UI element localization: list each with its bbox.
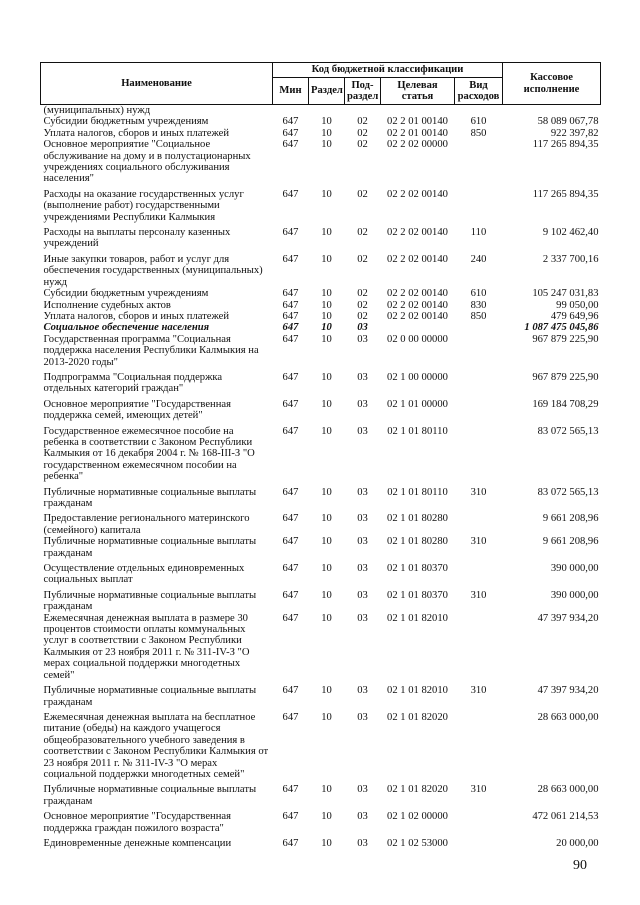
row-razdel: 10 <box>321 371 332 383</box>
row-podrazdel: 03 <box>357 612 368 624</box>
row-celevaya-statya: 02 2 01 00140 <box>387 127 448 139</box>
row-celevaya-statya: 02 2 02 00140 <box>387 310 448 322</box>
row-vid-rashodov <box>455 834 503 849</box>
row-razdel: 10 <box>321 486 332 498</box>
table-row <box>41 483 601 510</box>
row-sum: 390 000,00 <box>550 563 599 575</box>
row-name: Единовременные денежные компенсации <box>43 837 232 849</box>
row-ministry: 647 <box>282 288 299 300</box>
row-vid-rashodov <box>455 139 503 185</box>
row-ministry: 647 <box>282 811 299 823</box>
budget-table <box>40 62 601 849</box>
row-ministry: 647 <box>282 398 299 410</box>
row-ministry: 647 <box>282 227 299 239</box>
row-podrazdel: 02 <box>357 188 368 200</box>
row-sum: 1 087 475 045,86 <box>524 322 599 334</box>
row-razdel: 10 <box>321 513 332 525</box>
row-podrazdel: 03 <box>357 837 368 849</box>
row-vid-rashodov: 310 <box>470 486 487 498</box>
row-celevaya-statya: 02 0 00 00000 <box>387 333 448 345</box>
row-razdel: 10 <box>321 784 332 796</box>
row-celevaya-statya: 02 1 01 80280 <box>387 513 448 525</box>
row-podrazdel: 03 <box>357 425 368 437</box>
row-name: Публичные нормативные социальные выплаты гражданам <box>43 685 257 708</box>
row-sum: 472 061 214,53 <box>532 811 599 823</box>
row-sum: 20 000,00 <box>556 837 599 849</box>
row-vid-rashodov <box>455 334 503 368</box>
row-razdel: 10 <box>321 612 332 624</box>
row-celevaya-statya: 02 2 02 00140 <box>387 227 448 239</box>
row-sum: 28 663 000,00 <box>537 784 599 796</box>
table-row <box>41 586 601 613</box>
header-podrazdel: Под-раздел <box>345 78 381 105</box>
row-name: Расходы на оказание государственных услуг (выполнение работ) государственными учреждениями Республики Калмыкия <box>43 188 244 223</box>
row-vid-rashodov: 240 <box>470 253 487 265</box>
table-row <box>41 708 601 780</box>
row-razdel: 10 <box>321 425 332 437</box>
row-ministry: 647 <box>282 425 299 437</box>
header-min: Мин <box>273 78 309 105</box>
row-vid-rashodov <box>455 708 503 780</box>
row-ministry: 647 <box>282 253 299 265</box>
row-sum: 2 337 700,16 <box>542 253 599 265</box>
table-row <box>41 681 601 708</box>
row-razdel: 10 <box>321 139 332 151</box>
row-name: Уплата налогов, сборов и иных платежей <box>43 310 230 322</box>
row-name: Публичные нормативные социальные выплаты гражданам <box>43 589 257 613</box>
row-sum: 47 397 934,20 <box>537 612 599 624</box>
row-sum: 105 247 031,83 <box>532 288 599 300</box>
row-razdel: 10 <box>321 837 332 849</box>
row-vid-rashodov <box>455 185 503 223</box>
table-row <box>41 250 601 288</box>
row-ministry: 647 <box>282 513 299 525</box>
table-row <box>41 300 601 311</box>
row-podrazdel: 03 <box>357 371 368 383</box>
row-celevaya-statya: 02 1 02 53000 <box>387 837 448 849</box>
row-ministry: 647 <box>282 139 299 151</box>
row-vid-rashodov: 110 <box>470 227 487 239</box>
row-podrazdel: 03 <box>357 513 368 525</box>
row-razdel: 10 <box>321 127 332 139</box>
row-razdel: 10 <box>321 116 332 128</box>
header-code-group: Код бюджетной классификации <box>273 63 503 78</box>
row-celevaya-statya: 02 1 01 80110 <box>387 486 448 498</box>
row-ministry: 647 <box>282 589 299 601</box>
table-row <box>41 780 601 807</box>
row-podrazdel: 03 <box>357 322 368 334</box>
row-podrazdel: 03 <box>357 536 368 548</box>
row-celevaya-statya: 02 1 02 00000 <box>387 811 448 823</box>
row-celevaya-statya: 02 2 02 00000 <box>387 139 448 151</box>
row-name: Подпрограмма "Социальная поддержка отдельных категорий граждан" <box>43 371 223 395</box>
row-name: Предоставление регионального материнского (семейного) капитала <box>43 513 250 536</box>
row-name: Основное мероприятие "Государственная поддержка граждан пожилого возраста" <box>43 811 231 834</box>
row-name: Субсидии бюджетным учреждениям <box>43 116 209 128</box>
row-sum: 83 072 565,13 <box>537 486 599 498</box>
row-vid-rashodov <box>455 807 503 834</box>
page-number: 90 <box>573 858 587 873</box>
table-row <box>41 185 601 223</box>
row-celevaya-statya: 02 1 01 82020 <box>387 711 448 723</box>
row-ministry: 647 <box>282 685 299 697</box>
table-row <box>41 116 601 127</box>
row-ministry <box>273 105 309 117</box>
row-razdel: 10 <box>321 398 332 410</box>
table-row <box>41 128 601 139</box>
row-vid-rashodov <box>455 613 503 681</box>
row-celevaya-statya: 02 1 01 80370 <box>387 563 448 575</box>
row-vid-rashodov <box>455 422 503 483</box>
row-sum: 479 649,96 <box>550 310 599 322</box>
row-vid-rashodov: 310 <box>470 685 487 697</box>
table-row <box>41 613 601 681</box>
row-podrazdel: 02 <box>357 127 368 139</box>
table-row <box>41 288 601 299</box>
row-sum: 9 102 462,40 <box>542 227 599 239</box>
row-ministry: 647 <box>282 310 299 322</box>
row-celevaya-statya: 02 2 01 00140 <box>387 116 448 128</box>
row-celevaya-statya: 02 2 02 00140 <box>387 288 448 300</box>
row-name: Ежемесячная денежная выплата в размере 30 процентов стоимости оплаты коммунальных услуг в соответствии с Законом Республики Калмыкия от 23 ноября 2011 г. № 311-IV-З "О мерах социальной поддержки многодетных семей" <box>43 612 250 681</box>
row-ministry: 647 <box>282 333 299 345</box>
row-name: (муниципальных) нужд <box>43 105 151 116</box>
row-podrazdel: 02 <box>357 288 368 300</box>
row-sum: 922 397,82 <box>550 127 599 139</box>
row-ministry: 647 <box>282 837 299 849</box>
row-razdel: 10 <box>321 685 332 697</box>
row-razdel: 10 <box>321 253 332 265</box>
table-row <box>41 834 601 849</box>
row-podrazdel: 03 <box>357 333 368 345</box>
row-ministry: 647 <box>282 299 299 311</box>
row-podrazdel <box>345 105 381 117</box>
row-vid-rashodov <box>455 509 503 536</box>
row-sum: 47 397 934,20 <box>537 685 599 697</box>
row-podrazdel: 03 <box>357 711 368 723</box>
row-celevaya-statya: 02 1 01 80280 <box>387 536 448 548</box>
row-ministry: 647 <box>282 784 299 796</box>
row-razdel: 10 <box>321 310 332 322</box>
row-sum: 99 050,00 <box>556 299 599 311</box>
row-podrazdel: 02 <box>357 310 368 322</box>
row-ministry: 647 <box>282 127 299 139</box>
row-name: Публичные нормативные социальные выплаты гражданам <box>43 486 257 509</box>
row-ministry: 647 <box>282 371 299 383</box>
table-body <box>41 105 601 850</box>
row-vid-rashodov: 830 <box>470 299 487 311</box>
row-name: Осуществление отдельных единовременных социальных выплат <box>43 563 245 586</box>
row-vid-rashodov: 310 <box>470 784 487 796</box>
row-ministry: 647 <box>282 711 299 723</box>
row-celevaya-statya <box>381 105 455 117</box>
row-celevaya-statya: 02 1 01 82010 <box>387 612 448 624</box>
header-sum: Кассовое исполнение <box>503 63 601 105</box>
table-row <box>41 368 601 395</box>
row-razdel: 10 <box>321 188 332 200</box>
row-podrazdel: 03 <box>357 685 368 697</box>
row-name: Государственная программа "Социальная поддержка населения Республики Калмыкия на 2013-2020 годы" <box>43 333 259 368</box>
row-celevaya-statya: 02 1 01 00000 <box>387 398 448 410</box>
row-podrazdel: 03 <box>357 486 368 498</box>
row-razdel: 10 <box>321 333 332 345</box>
table-row <box>41 334 601 368</box>
row-vid-rashodov <box>455 559 503 586</box>
row-name: Субсидии бюджетным учреждениям <box>43 288 209 300</box>
row-celevaya-statya: 02 2 02 00140 <box>387 188 448 200</box>
row-sum: 9 661 208,96 <box>542 513 599 525</box>
row-vid-rashodov: 850 <box>470 310 487 322</box>
row-celevaya-statya: 02 1 01 80370 <box>387 589 448 601</box>
row-podrazdel: 02 <box>357 299 368 311</box>
row-ministry: 647 <box>282 612 299 624</box>
budget-table-page <box>40 62 600 873</box>
row-sum <box>503 105 601 117</box>
row-podrazdel: 03 <box>357 398 368 410</box>
row-sum: 390 000,00 <box>550 589 599 601</box>
row-name: Основное мероприятие "Социальное обслуживание на дому и в полустационарных учреждениях социального обслуживания населения" <box>43 139 251 185</box>
row-vid-rashodov: 610 <box>470 288 487 300</box>
header-celevaya-statya: Целевая статья <box>381 78 455 105</box>
row-ministry: 647 <box>282 188 299 200</box>
row-vid-rashodov <box>455 395 503 422</box>
row-podrazdel: 03 <box>357 811 368 823</box>
table-row <box>41 311 601 322</box>
row-ministry: 647 <box>282 536 299 548</box>
row-celevaya-statya: 02 2 02 00140 <box>387 299 448 311</box>
row-name: Уплата налогов, сборов и иных платежей <box>43 127 230 139</box>
header-vid-rashodov: Вид расходов <box>455 78 503 105</box>
header-name: Наименование <box>41 63 273 105</box>
row-razdel: 10 <box>321 322 332 334</box>
row-sum: 9 661 208,96 <box>542 536 599 548</box>
table-row <box>41 807 601 834</box>
row-razdel: 10 <box>321 589 332 601</box>
row-name: Государственное ежемесячное пособие на ребенка в соответствии с Законом Республики Калмыкия от 16 декабря 2004 г. № 168-III-З "О государственном ежемесячном пособии на ребенка" <box>43 425 255 483</box>
row-sum: 28 663 000,00 <box>537 711 599 723</box>
row-celevaya-statya: 02 1 00 00000 <box>387 371 448 383</box>
row-celevaya-statya: 02 1 01 82020 <box>387 784 448 796</box>
row-celevaya-statya <box>381 322 455 333</box>
row-ministry: 647 <box>282 322 299 334</box>
row-razdel: 10 <box>321 563 332 575</box>
row-sum: 83 072 565,13 <box>537 425 599 437</box>
row-vid-rashodov <box>455 322 503 333</box>
row-podrazdel: 03 <box>357 563 368 575</box>
row-sum: 58 089 067,78 <box>537 116 599 128</box>
row-sum: 117 265 894,35 <box>532 188 599 200</box>
row-podrazdel: 02 <box>357 227 368 239</box>
row-razdel <box>309 105 345 117</box>
row-podrazdel: 03 <box>357 784 368 796</box>
row-podrazdel: 02 <box>357 253 368 265</box>
row-vid-rashodov: 850 <box>470 127 487 139</box>
row-celevaya-statya: 02 1 01 80110 <box>387 425 448 437</box>
table-row <box>41 105 601 117</box>
row-name: Расходы на выплаты персоналу казенных учреждений <box>43 227 231 250</box>
row-name: Основное мероприятие "Государственная поддержка семей, имеющих детей" <box>43 398 231 422</box>
row-celevaya-statya: 02 1 01 82010 <box>387 685 448 697</box>
table-row <box>41 139 601 185</box>
row-name: Публичные нормативные социальные выплаты гражданам <box>43 784 257 807</box>
row-vid-rashodov <box>455 368 503 395</box>
header-razdel: Раздел <box>309 78 345 105</box>
row-name: Социальное обеспечение населения <box>43 322 210 334</box>
row-name: Ежемесячная денежная выплата на бесплатное питание (обеды) на каждого учащегося общеобразовательного учебного заведения в соответствии с Законом Республики Калмыкия от 23 ноября 2011 г. № 311-IV-З "О мерах социальной поддержки многодетных семей" <box>43 711 269 780</box>
row-celevaya-statya: 02 2 02 00140 <box>387 253 448 265</box>
row-sum: 117 265 894,35 <box>532 139 599 151</box>
row-name: Иные закупки товаров, работ и услуг для обеспечения государственных (муниципальных) нужд <box>43 253 263 288</box>
row-vid-rashodov: 610 <box>470 116 487 128</box>
row-name: Публичные нормативные социальные выплаты гражданам <box>43 536 257 559</box>
row-razdel: 10 <box>321 711 332 723</box>
row-razdel: 10 <box>321 811 332 823</box>
table-row <box>41 509 601 536</box>
row-ministry: 647 <box>282 486 299 498</box>
table-header <box>41 63 601 105</box>
row-vid-rashodov <box>455 105 503 117</box>
row-ministry: 647 <box>282 563 299 575</box>
row-vid-rashodov: 310 <box>470 536 487 548</box>
row-razdel: 10 <box>321 227 332 239</box>
table-row <box>41 322 601 333</box>
row-sum: 967 879 225,90 <box>532 333 599 345</box>
row-sum: 169 184 708,29 <box>532 398 599 410</box>
row-razdel: 10 <box>321 536 332 548</box>
table-row <box>41 223 601 250</box>
row-razdel: 10 <box>321 288 332 300</box>
table-row <box>41 395 601 422</box>
table-row <box>41 422 601 483</box>
row-podrazdel: 03 <box>357 589 368 601</box>
table-row <box>41 559 601 586</box>
row-sum: 967 879 225,90 <box>532 371 599 383</box>
row-vid-rashodov: 310 <box>470 589 487 601</box>
table-row <box>41 536 601 559</box>
row-name: Исполнение судебных актов <box>43 299 171 311</box>
row-razdel: 10 <box>321 299 332 311</box>
row-podrazdel: 02 <box>357 116 368 128</box>
row-ministry: 647 <box>282 116 299 128</box>
row-podrazdel: 02 <box>357 139 368 151</box>
